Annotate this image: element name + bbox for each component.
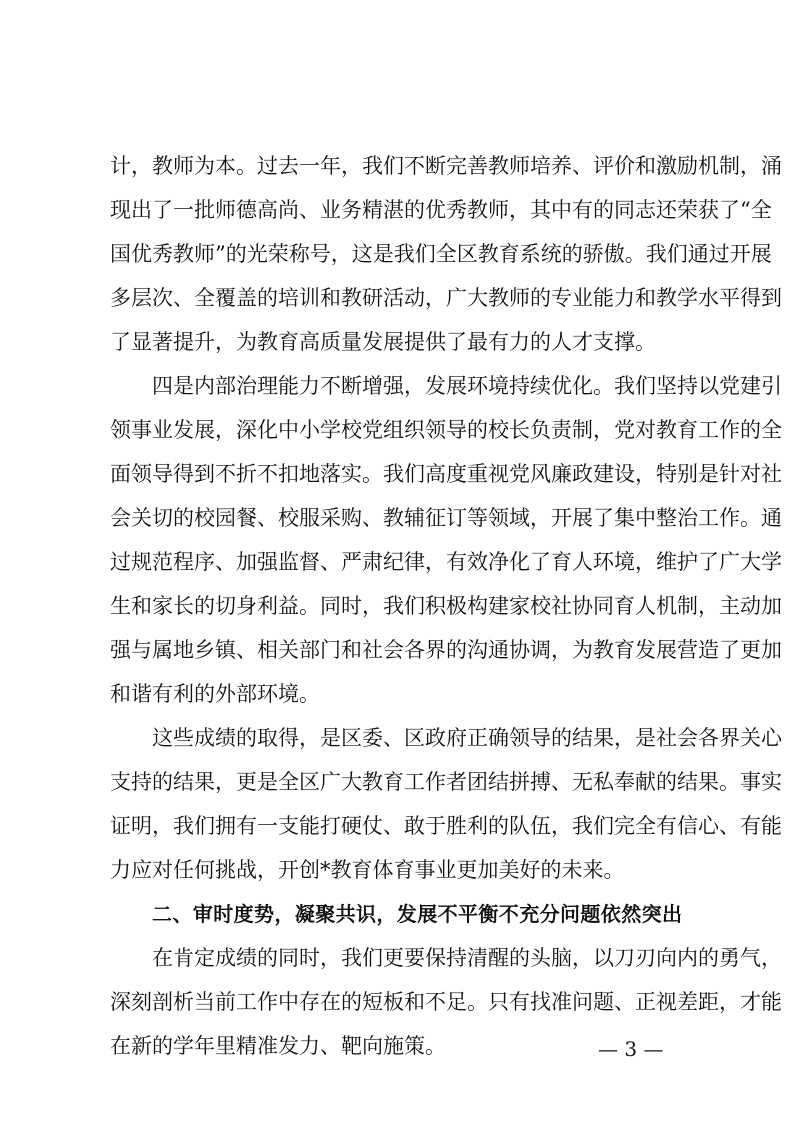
text-line: 支持的结果，更是全区广大教育工作者团结拼搏、无私奉献的结果。事实 [110,770,782,794]
text-line: 强与属地乡镇、相关部门和社会各界的沟通协调，为教育发展营造了更加 [110,638,782,662]
text-line: 证明，我们拥有一支能打硬仗、敢于胜利的队伍，我们完全有信心、有能 [110,814,782,838]
text-line: 领事业发展，深化中小学校党组织领导的校长负责制，党对教育工作的全 [110,418,782,442]
text-line: 了显著提升，为教育高质量发展提供了最有力的人才支撑。 [110,330,656,354]
text-line: 生和家长的切身利益。同时，我们积极构建家校社协同育人机制，主动加 [110,594,782,618]
text-line: 面领导得到不折不扣地落实。我们高度重视党风廉政建设，特别是针对社 [110,462,782,486]
text-line: 现出了一批师德高尚、业务精湛的优秀教师，其中有的同志还荣获了“全 [110,198,772,222]
text-line: 国优秀教师”的光荣称号，这是我们全区教育系统的骄傲。我们通过开展 [110,242,772,266]
paragraph-start-line: 这些成绩的取得，是区委、区政府正确领导的结果，是社会各界关心 [152,726,782,750]
text-line: 和谐有利的外部环境。 [110,682,320,706]
paragraph-start-line: 在肯定成绩的同时，我们更要保持清醒的头脑，以刀刃向内的勇气， [152,946,782,970]
text-line: 计，教师为本。过去一年，我们不断完善教师培养、评价和激励机制，涌 [110,154,782,178]
paragraph-start-line: 四是内部治理能力不断增强，发展环境持续优化。我们坚持以党建引 [152,374,782,398]
text-line: 会关切的校园餐、校服采购、教辅征订等领域，开展了集中整治工作。通 [110,506,782,530]
text-line: 在新的学年里精准发力、靶向施策。 [110,1034,446,1058]
page-number: — 3 — [598,1037,664,1061]
text-line: 过规范程序、加强监督、严肃纪律，有效净化了育人环境，维护了广大学 [110,550,782,574]
text-line: 多层次、全覆盖的培训和教研活动，广大教师的专业能力和教学水平得到 [110,286,782,310]
text-line: 深刻剖析当前工作中存在的短板和不足。只有找准问题、正视差距，才能 [110,990,782,1014]
text-line: 力应对任何挑战，开创*教育体育事业更加美好的未来。 [110,858,625,882]
section-heading: 二、审时度势，凝聚共识，发展不平衡不充分问题依然突出 [152,902,683,926]
